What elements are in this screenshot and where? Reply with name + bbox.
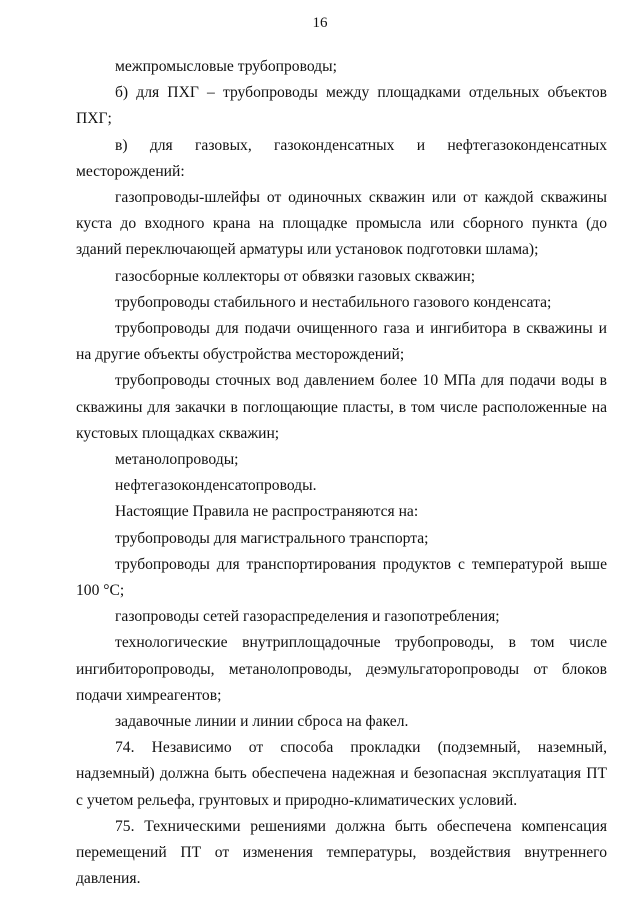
paragraph: 75. Техническими решениями должна быть обеспечена компенсация перемещений ПТ от изменения температуры, воздействия внутреннего давления. [76,817,607,888]
paragraph: газопроводы сетей газораспределения и газопотребления; [115,608,500,626]
paragraph: трубопроводы для транспортирования продуктов с температурой выше 100 °С; [76,555,607,600]
paragraph: в) для газовых, газоконденсатных и нефтегазоконденсатных месторождений: [76,136,607,180]
page-number: 16 [312,15,328,31]
paragraph: Настоящие Правила не распространяются на: [115,503,419,521]
paragraph: нефтегазоконденсатопроводы. [115,477,317,495]
paragraph: трубопроводы стабильного и нестабильного газового конденсата; [115,293,552,311]
paragraph: трубопроводы для магистрального транспорта; [115,529,429,547]
paragraph: 74. Независимо от способа прокладки (подземный, наземный, надземный) должна быть обеспечена надежная и безопасная эксплуатация ПТ с учетом рельефа, грунтовых и природно-климатических условий. [76,739,607,809]
paragraph: трубопроводы сточных вод давлением более 10 МПа для подачи воды в скважины для закачки в поглощающие пласты, в том числе расположенные на кустовых площадках скважин; [76,372,607,442]
paragraph: задавочные линии и линии сброса на факел. [115,713,409,731]
paragraph: технологические внутриплощадочные трубопроводы, в том числе ингибиторопроводы, метанолопроводы, деэмульгаторопроводы от блоков подачи химреагентов; [76,634,607,704]
paragraph: газосборные коллекторы от обвязки газовых скважин; [115,267,476,285]
paragraph: б) для ПХГ – трубопроводы между площадками отдельных объектов ПХГ; [76,84,607,128]
paragraph: метанолопроводы; [115,451,239,469]
paragraph: межпромысловые трубопроводы; [115,58,337,75]
page-body [76,54,607,893]
paragraph: трубопроводы для подачи очищенного газа и ингибитора в скважины и на другие объекты обустройства месторождений; [76,320,607,364]
paragraph: газопроводы-шлейфы от одиночных скважин или от каждой скважины куста до входного крана на площадке промысла или сборного пункта (до зданий переключающей арматуры или установок подготовки шлама); [76,189,607,259]
